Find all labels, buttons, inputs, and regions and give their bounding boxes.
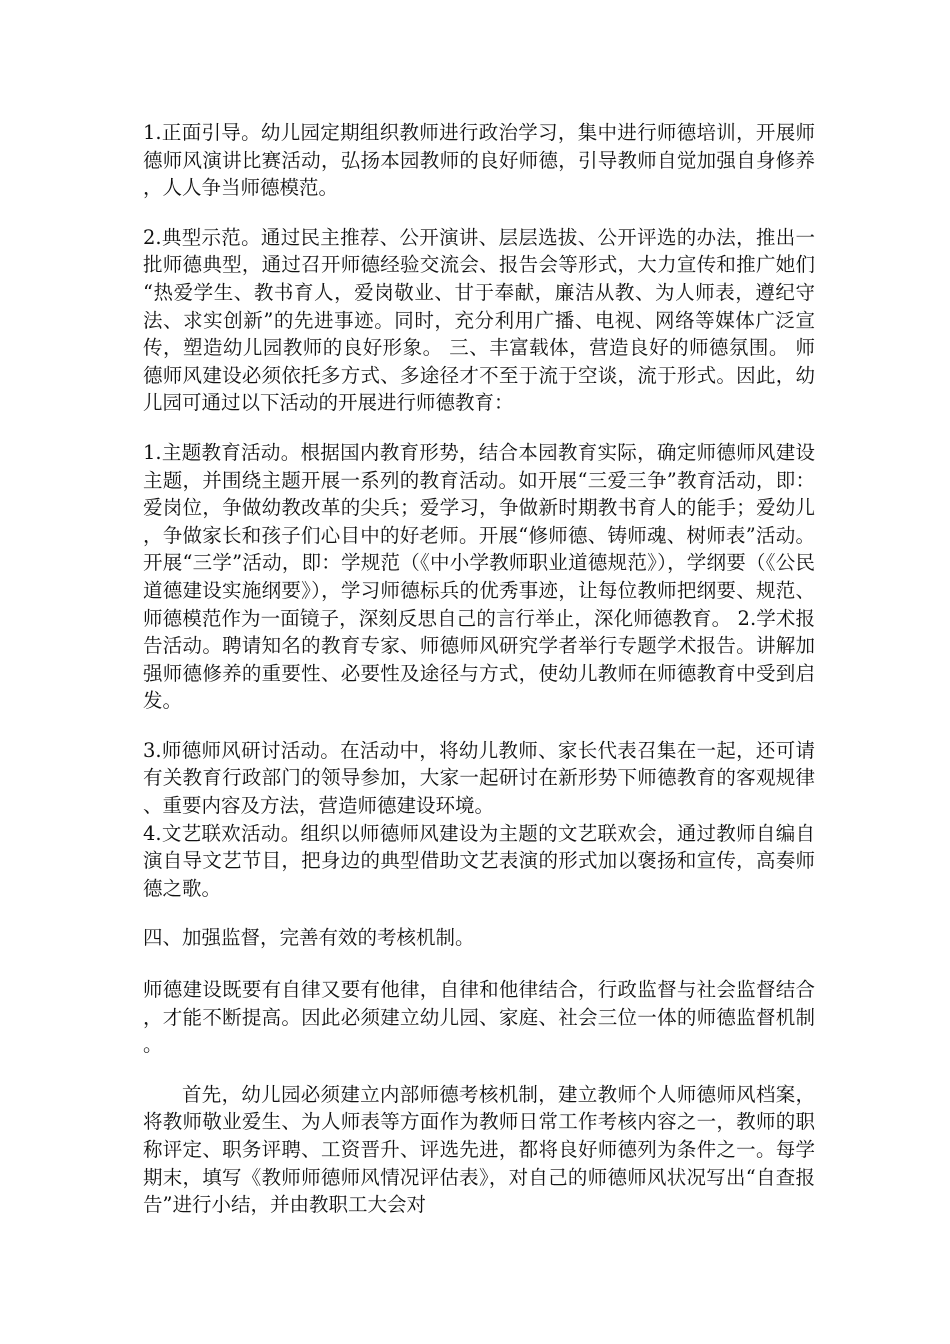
document-page xyxy=(143,119,815,1219)
paragraph-seminar-activity: 3.师德师风研讨活动。在活动中，将幼儿教师、家长代表召集在一起，还可请有关教育行政部门的领导参加，大家一起研讨在新形势下师德教育的客观规律、重要内容及方法，营造师德建设环境。 xyxy=(143,738,815,818)
paragraph-positive-guidance: 1.正面引导。幼儿园定期组织教师进行政治学习，集中进行师德培训，开展师德师风演讲比赛活动，弘扬本园教师的良好师德，引导教师自觉加强自身修养，人人争当师德模范。 xyxy=(143,121,815,200)
paragraph-model-demonstration: 2.典型示范。通过民主推荐、公开演讲、层层选拔、公开评选的办法，推出一批师德典型，通过召开师德经验交流会、报告会等形式，大力宣传和推广她们“热爱学生、教书育人，爱岗敬业、甘于奉献，廉洁从教、为人师表，遵纪守法、求实创新”的先进事迹。同时，充分利用广播、电视、网络等媒体广泛宣传，塑造幼儿园教师的良好形象。 三、丰富载体，营造良好的师德氛围。 师德师风建设必须依托多方式、多途径才不至于流于空谈，流于形式。因此，幼儿园可通过以下活动的开展进行师德教育： xyxy=(143,225,815,415)
paragraph-theme-education: 1.主题教育活动。根据国内教育形势，结合本园教育实际，确定师德师风建设主题，并围绕主题开展一系列的教育活动。如开展“三爱三争”教育活动，即：爱岗位，争做幼教改革的尖兵；爱学习，争做新时期教书育人的能手；爱幼儿，争做家长和孩子们心目中的好老师。开展“修师德、铸师魂、树师表”活动。开展“三学”活动，即：学规范（《中小学教师职业道德规范》），学纲要（《公民道德建设实施纲要》），学习师德标兵的优秀事迹，让每位教师把纲要、规范、师德模范作为一面镜子，深刻反思自己的言行举止，深化师德教育。 2.学术报告活动。聘请知名的教育专家、师德师风研究学者举行专题学术报告。讲解加强师德修养的重要性、必要性及途径与方式，使幼儿教师在师德教育中受到启发。 xyxy=(143,440,815,713)
paragraph-supervision-mechanism: 师德建设既要有自律又要有他律，自律和他律结合，行政监督与社会监督结合，才能不断提高。因此必须建立幼儿园、家庭、社会三位一体的师德监督机制。 xyxy=(143,978,815,1057)
paragraph-internal-assessment: 首先，幼儿园必须建立内部师德考核机制，建立教师个人师德师风档案，将教师敬业爱生、为人师表等方面作为教师日常工作考核内容之一，教师的职称评定、职务评聘、工资晋升、评选先进，都将良好师德列为条件之一。每学期末，填写《教师师德师风情况评估表》，对自己的师德师风状况写出“自查报告”进行小结，并由教职工大会对 xyxy=(143,1082,815,1217)
section-heading-supervision: 四、加强监督，完善有效的考核机制。 xyxy=(143,926,475,950)
paragraph-art-activity: 4.文艺联欢活动。组织以师德师风建设为主题的文艺联欢会，通过教师自编自演自导文艺节目，把身边的典型借助文艺表演的形式加以褒扬和宣传，高奏师德之歌。 xyxy=(143,821,815,900)
